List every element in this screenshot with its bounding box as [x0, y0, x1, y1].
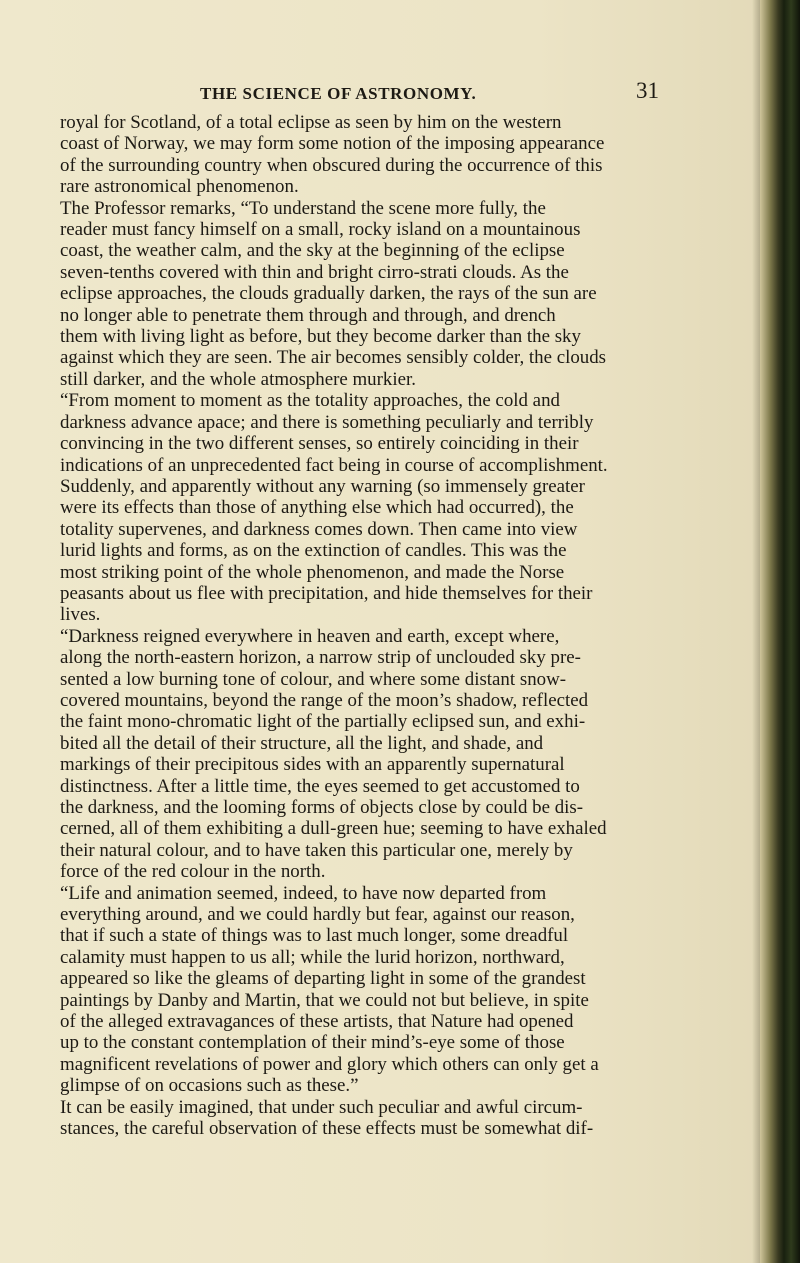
text-line: peasants about us flee with precipitation, and hide themselves for their [60, 582, 593, 604]
text-line: the darkness, and the looming forms of objects close by could be dis- [60, 797, 584, 818]
text-line: eclipse approaches, the clouds gradually darken, the rays of the sun are [60, 283, 597, 305]
text-line: cerned, all of them exhibiting a dull-green hue; seeming to have exhaled [60, 818, 607, 840]
text-line: seven-tenths covered with thin and bright cirro-strati clouds. As the [60, 261, 569, 283]
text-line: royal for Scotland, of a total eclipse as seen by him on the western [60, 112, 562, 133]
text-line: “From moment to moment as the totality approaches, the cold and [60, 390, 560, 412]
text-line: appeared so like the gleams of departing light in some of the grandest [60, 968, 586, 990]
text-line: coast of Norway, we may form some notion of the imposing appearance [60, 133, 605, 155]
text-line: along the north-eastern horizon, a narrow strip of unclouded sky pre- [60, 647, 581, 669]
text-line: calamity must happen to us all; while the lurid horizon, northward, [60, 946, 565, 968]
text-line: most striking point of the whole phenomenon, and made the Norse [60, 561, 565, 583]
text-line: coast, the weather calm, and the sky at the beginning of the eclipse [60, 240, 565, 262]
text-line: glimpse of on occasions such as these.” [60, 1075, 359, 1097]
text-line: rare astronomical phenomenon. [60, 176, 299, 198]
text-line: distinctness. After a little time, the eyes seemed to get accustomed to [60, 775, 580, 797]
text-line: that if such a state of things was to last much longer, some dreadful [60, 925, 569, 947]
text-line: up to the constant contemplation of their mind’s-eye some of those [60, 1032, 565, 1054]
text-line: darkness advance apace; and there is something peculiarly and terribly [60, 411, 594, 433]
running-head: THE SCIENCE OF ASTRONOMY. [200, 84, 477, 103]
text-line: of the surrounding country when obscured during the occurrence of this [60, 154, 603, 176]
text-line: were its effects than those of anything else which had occurred), the [60, 497, 574, 519]
page-header [60, 78, 760, 110]
text-line: stances, the careful observation of these effects must be somewhat dif- [60, 1118, 594, 1140]
text-line: lurid lights and forms, as on the extinction of candles. This was the [60, 540, 567, 562]
text-line: sented a low burning tone of colour, and where some distant snow- [60, 668, 567, 690]
text-line: magnificent revelations of power and glory which others can only get a [60, 1053, 599, 1075]
text-line: It can be easily imagined, that under such peculiar and awful circum- [60, 1096, 583, 1118]
body-text [60, 112, 740, 1140]
text-line: no longer able to penetrate them through and through, and drench [60, 304, 556, 326]
text-line: totality supervenes, and darkness comes down. Then came into view [60, 518, 578, 540]
text-line: the faint mono-chromatic light of the partially eclipsed sun, and exhi- [60, 711, 586, 733]
text-line: still darker, and the whole atmosphere murkier. [60, 368, 416, 390]
text-line: covered mountains, beyond the range of the moon’s shadow, reflected [60, 689, 589, 711]
text-line: their natural colour, and to have taken this particular one, merely by [60, 839, 573, 861]
text-line: markings of their precipitous sides with an apparently supernatural [60, 754, 565, 776]
text-line: them with living light as before, but they become darker than the sky [60, 326, 581, 348]
text-line: of the alleged extravagances of these artists, that Nature had opened [60, 1011, 574, 1033]
text-line: “Darkness reigned everywhere in heaven and earth, except where, [60, 625, 560, 647]
text-line: everything around, and we could hardly but fear, against our reason, [60, 904, 575, 926]
book-binding [760, 0, 800, 1263]
text-line: “Life and animation seemed, indeed, to have now departed from [60, 882, 547, 904]
text-line: paintings by Danby and Martin, that we could not but believe, in spite [60, 989, 589, 1011]
text-line: lives. [60, 604, 101, 626]
text-line: The Professor remarks, “To understand the scene more fully, the [60, 197, 546, 219]
text-line: against which they are seen. The air becomes sensibly colder, the clouds [60, 347, 607, 369]
text-line: bited all the detail of their structure, all the light, and shade, and [60, 732, 544, 754]
text-line: force of the red colour in the north. [60, 861, 326, 883]
text-line: reader must fancy himself on a small, rocky island on a mountainous [60, 219, 581, 241]
text-line: Suddenly, and apparently without any warning (so immensely greater [60, 475, 585, 497]
page-number: 31 [636, 78, 659, 103]
text-line: indications of an unprecedented fact being in course of accomplishment. [60, 454, 608, 476]
text-line: convincing in the two different senses, so entirely coinciding in their [60, 433, 579, 455]
